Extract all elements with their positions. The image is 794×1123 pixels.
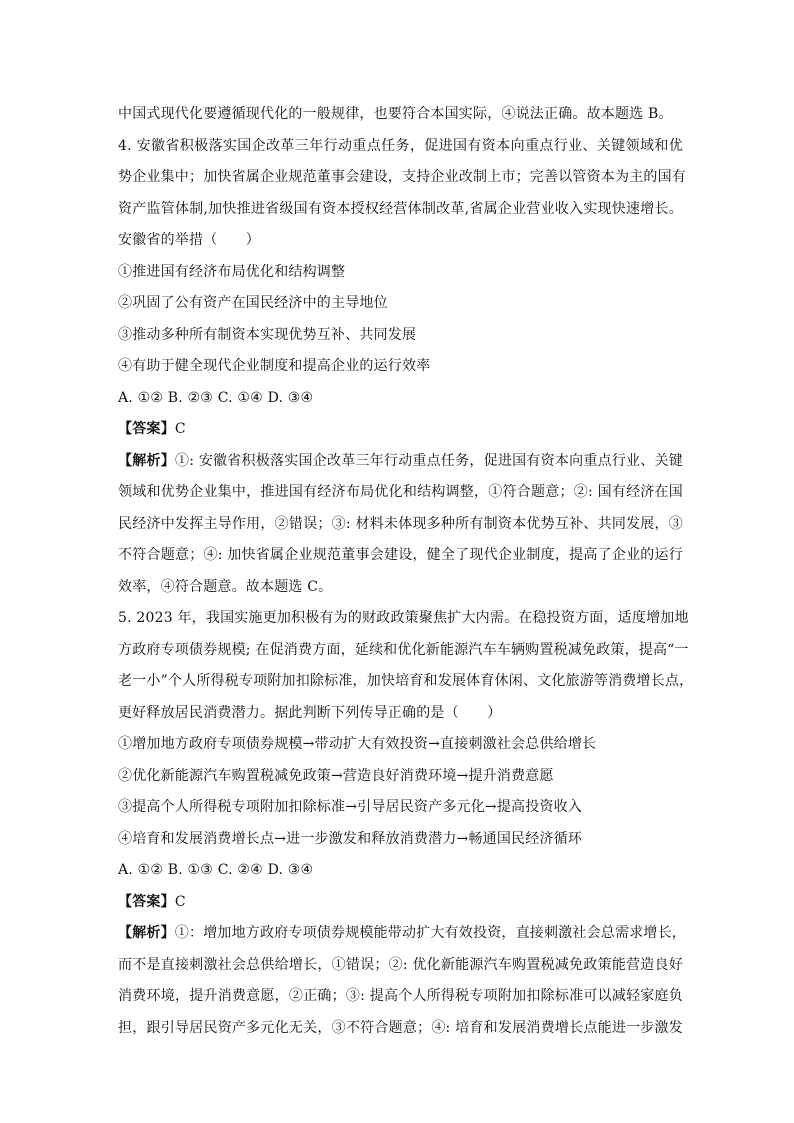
question-5 xyxy=(118,603,694,1044)
q5-option-1: ①增加地方政府专项债券规模→带动扩大有效投资→直接刺激社会总供给增长 xyxy=(118,736,597,752)
q4-answer-value: C xyxy=(174,421,186,437)
q4-answer xyxy=(118,414,683,446)
q4-analysis-line xyxy=(118,446,683,478)
analysis-tag: 【解析】 xyxy=(118,452,175,469)
q4-analysis-line: 不符合题意；④: 加快省属企业规范董事会建设，健全了现代企业制度，提高了企业的运行 xyxy=(118,547,683,563)
q4-stem-line: 势企业集中；加快省属企业规范董事会建设，支持企业改制上市；完善以管资本为主的国有 xyxy=(118,169,686,185)
q4-option-2: ②巩固了公有资产在国民经济中的主导地位 xyxy=(118,295,388,311)
q5-stem-line: 5. 2023 年，我国实施更加积极有为的财政政策聚焦扩大内需。在稳投资方面，适度增加地 xyxy=(118,610,689,626)
q5-stem-line: 更好释放居民消费潜力。据此判断下列传导正确的是（ ） xyxy=(118,704,502,721)
q5-choices: A. ①② B. ①③ C. ②④ D. ③④ xyxy=(118,862,314,878)
q5-stem-line: 方政府专项债券规模; 在促消费方面，延续和优化新能源汽车车辆购置税减免政策，提高“一 xyxy=(118,641,689,658)
q4-analysis-line: 领域和优势企业集中，推进国有经济布局优化和结构调整，①符合题意；②: 国有经济在国 xyxy=(118,484,683,500)
question-4 xyxy=(118,131,686,604)
answer-tag: 【答案】 xyxy=(118,421,175,437)
q5-option-4: ④培育和发展消费增长点→进一步激发和释放消费潜力→畅通国民经济循环 xyxy=(118,830,583,847)
q5-answer-value: C xyxy=(174,893,186,910)
answer-tag: 【答案】 xyxy=(118,893,175,910)
q4-analysis-line: 民经济中发挥主导作用，②错误；③: 材料未体现多种所有制资本优势互补、共同发展，③ xyxy=(118,515,683,532)
q4-stem-line: 4. 安徽省积极落实国企改革三年行动重点任务，促进国有资本向重点行业、关键领域和优 xyxy=(118,137,683,154)
q5-analysis-line: 担，跟引导居民资产多元化无关，③不符合题意；④: 培育和发展消费增长点能进一步激发 xyxy=(118,1019,683,1036)
analysis-tag: 【解析】 xyxy=(118,925,175,941)
q4-stem-line: 资产监管体制,加快推进省级国有资本授权经营体制改革,省属企业营业收入实现快速增长。 xyxy=(118,200,683,217)
q5-answer xyxy=(118,887,683,919)
q4-choices: A. ①② B. ②③ C. ①④ D. ③④ xyxy=(118,389,314,406)
q5-analysis-line: 消费环境，提升消费意愿，②正确；③: 提高个人所得税专项附加扣除标准可以减轻家庭负 xyxy=(118,988,683,1004)
q5-option-3: ③提高个人所得税专项附加扣除标准→引导居民资产多元化→提高投资收入 xyxy=(118,799,583,815)
q4-analysis-line: 效率，④符合题意。故本题选 C。 xyxy=(118,578,333,595)
q5-analysis-text: ①：增加地方政府专项债券规模能带动扩大有效投资，直接刺激社会总需求增长， xyxy=(174,925,687,941)
q4-option-1: ①推进国有经济布局优化和结构调整 xyxy=(118,263,346,280)
q3-tail-line: 中国式现代化要遵循现代化的一般规律，也要符合本国实际，④说法正确。故本题选 B。 xyxy=(118,106,673,122)
q5-analysis-line xyxy=(118,918,687,950)
q5-analysis-line: 而不是直接刺激社会总供给增长，①错误；②: 优化新能源汽车购置税减免政策能营造良好 xyxy=(118,956,683,973)
q4-option-4: ④有助于健全现代企业制度和提高企业的运行效率 xyxy=(118,358,431,374)
q4-stem-line: 安徽省的举措（ ） xyxy=(118,232,260,248)
q5-stem-line: 老一小”个人所得税专项附加扣除标准，加快培育和发展体育休闲、文化旅游等消费增长点， xyxy=(118,673,694,689)
q5-option-2: ②优化新能源汽车购置税减免政策→营造良好消费环境→提升消费意愿 xyxy=(118,767,554,784)
q4-option-3: ③推动多种所有制资本实现优势互补、共同发展 xyxy=(118,326,417,343)
document-page xyxy=(118,99,694,1044)
q4-analysis-text: ①: 安徽省积极落实国企改革三年行动重点任务，促进国有资本向重点行业、关键 xyxy=(174,452,683,469)
